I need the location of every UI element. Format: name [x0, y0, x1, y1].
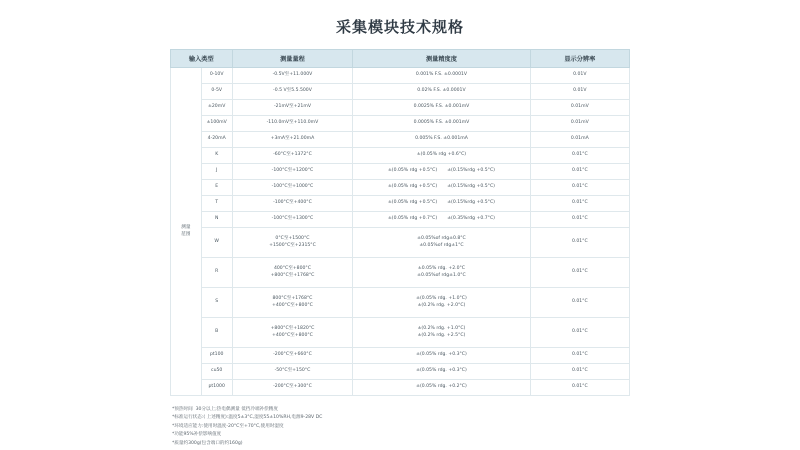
cell-range: -110.0mV至+110.0mV	[232, 116, 353, 132]
table-row	[171, 148, 630, 164]
cell-input-type: N	[201, 212, 232, 228]
cell-range: -0.5 V至5.5.500V	[232, 84, 353, 100]
cell-resolution: 0.01°C	[530, 288, 629, 318]
cell-accuracy: ±(0.05% rdg +0.5°C) ±(0.15%rdg +0.5°C)	[353, 180, 530, 196]
cell-input-type: J	[201, 164, 232, 180]
column-header-input-type: 输入类型	[171, 50, 233, 68]
table-row	[171, 228, 630, 258]
cell-accuracy: ±(0.05% rdg. +0.3°C)	[353, 364, 530, 380]
table-row	[171, 258, 630, 288]
table-row	[171, 132, 630, 148]
cell-range: 800°C至+1768°C +400°C至+800°C	[232, 288, 353, 318]
cell-accuracy: ±0.05%of rdg±0.8°C ±0.05%of rdg±1°C	[353, 228, 530, 258]
footnote-line: *环境适应能力:使用时温度-20°C至+70°C,使用时湿度	[172, 423, 284, 429]
cell-input-type: K	[201, 148, 232, 164]
cell-accuracy: ±(0.05% rdg +0.5°C) ±(0.15%rdg +0.5°C)	[353, 196, 530, 212]
cell-resolution: 0.01mA	[530, 132, 629, 148]
cell-resolution: 0.01mV	[530, 116, 629, 132]
cell-accuracy: 0.02% F.S. ±0.0001V	[353, 84, 530, 100]
cell-input-type: 0-10V	[201, 68, 232, 84]
cell-range: -0.5V至+11.000V	[232, 68, 353, 84]
column-header-accuracy: 测量精度度	[353, 50, 530, 68]
cell-input-type: B	[201, 318, 232, 348]
cell-range: 400°C至+800°C +800°C至+1768°C	[232, 258, 353, 288]
cell-accuracy: ±(0.05% rdg. +1.0°C) ±(0.2% rdg. +2.0°C)	[353, 288, 530, 318]
table-row	[171, 164, 630, 180]
cell-resolution: 0.01°C	[530, 258, 629, 288]
cell-accuracy: ±(0.05% rdg +0.7°C) ±(0.35%rdg +0.7°C)	[353, 212, 530, 228]
cell-range: +3mA至+21.00mA	[232, 132, 353, 148]
cell-range: +800°C至+1820°C +400°C至+800°C	[232, 318, 353, 348]
footnote-line: *预热时间 30分以上;热电偶测量 低挡冷端补偿精度	[172, 407, 278, 412]
footnote-line: *质量约300g(包含端口的约160g)	[172, 440, 243, 446]
cell-accuracy: ±(0.05% rdg. +0.3°C)	[353, 348, 530, 364]
table-row	[171, 196, 630, 212]
cell-accuracy: 0.0005% F.S. ±0.001mV	[353, 116, 530, 132]
cell-input-type: ±100mV	[201, 116, 232, 132]
cell-accuracy: ±(0.05% rdg +0.6°C)	[353, 148, 530, 164]
cell-accuracy: ±(0.05% rdg +0.5°C) ±(0.15%rdg +0.5°C)	[353, 164, 530, 180]
cell-resolution: 0.01°C	[530, 348, 629, 364]
cell-input-type: T	[201, 196, 232, 212]
cell-resolution: 0.01°C	[530, 228, 629, 258]
cell-resolution: 0.01°C	[530, 380, 629, 396]
cell-accuracy: ±(0.2% rdg. +1.0°C) ±(0.2% rdg. +2.5°C)	[353, 318, 530, 348]
table-row	[171, 116, 630, 132]
table-header	[171, 50, 630, 68]
column-header-range: 测量量程	[232, 50, 353, 68]
table-row	[171, 100, 630, 116]
cell-resolution: 0.01mV	[530, 100, 629, 116]
cell-range: 0°C至+1500°C +1500°C至+2315°C	[232, 228, 353, 258]
cell-resolution: 0.01°C	[530, 212, 629, 228]
footnote-line: *功能95%补偿影响值度	[172, 432, 222, 438]
table-row	[171, 180, 630, 196]
cell-range: -100°C至+1300°C	[232, 212, 353, 228]
cell-resolution: 0.01V	[530, 68, 629, 84]
cell-accuracy: 0.001% F.S. ±0.0001V	[353, 68, 530, 84]
cell-range: -21mV至+21mV	[232, 100, 353, 116]
table-header-row	[171, 50, 630, 68]
cell-input-type: S	[201, 288, 232, 318]
cell-input-type: cu50	[201, 364, 232, 380]
row-group-label-measure-range: 测量 范围	[171, 68, 202, 396]
spec-table-wrapper	[170, 49, 630, 396]
table-row	[171, 68, 630, 84]
cell-range: -200°C至+660°C	[232, 348, 353, 364]
footnote-line: *标准运行状态:( 上述精度):温度5±3°C,湿度55±10%RH,电源9-28V DC	[172, 415, 323, 421]
cell-input-type: R	[201, 258, 232, 288]
table-body	[171, 68, 630, 396]
table-row	[171, 364, 630, 380]
table-row	[171, 318, 630, 348]
cell-resolution: 0.01°C	[530, 318, 629, 348]
cell-accuracy: ±(0.05% rdg. +0.2°C)	[353, 380, 530, 396]
spec-table	[170, 49, 630, 396]
cell-resolution: 0.01°C	[530, 164, 629, 180]
table-row	[171, 288, 630, 318]
cell-range: -100°C至+1200°C	[232, 164, 353, 180]
cell-resolution: 0.01°C	[530, 364, 629, 380]
cell-range: -100°C至+400°C	[232, 196, 353, 212]
page-title: 采集模块技术规格	[335, 18, 464, 36]
cell-input-type: 4-20mA	[201, 132, 232, 148]
cell-resolution: 0.01V	[530, 84, 629, 100]
cell-resolution: 0.01°C	[530, 196, 629, 212]
cell-range: -50°C至+150°C	[232, 364, 353, 380]
cell-range: -60°C至+1372°C	[232, 148, 353, 164]
cell-accuracy: 0.005% F.S. ±0.001mA	[353, 132, 530, 148]
cell-accuracy: ±0.05% rdg. +2.0°C ±0.05%of rdg±1.0°C	[353, 258, 530, 288]
cell-resolution: 0.01°C	[530, 148, 629, 164]
cell-input-type: pt1000	[201, 380, 232, 396]
column-header-resolution: 显示分辨率	[530, 50, 629, 68]
table-row	[171, 348, 630, 364]
cell-accuracy: 0.0025% F.S. ±0.001mV	[353, 100, 530, 116]
table-row	[171, 380, 630, 396]
table-row	[171, 84, 630, 100]
cell-range: -100°C至+1000°C	[232, 180, 353, 196]
cell-range: -200°C至+300°C	[232, 380, 353, 396]
cell-input-type: ±20mV	[201, 100, 232, 116]
cell-input-type: W	[201, 228, 232, 258]
cell-resolution: 0.01°C	[530, 180, 629, 196]
cell-input-type: 0-5V	[201, 84, 232, 100]
footnotes	[172, 406, 800, 448]
cell-input-type: pt100	[201, 348, 232, 364]
cell-input-type: E	[201, 180, 232, 196]
table-row	[171, 212, 630, 228]
